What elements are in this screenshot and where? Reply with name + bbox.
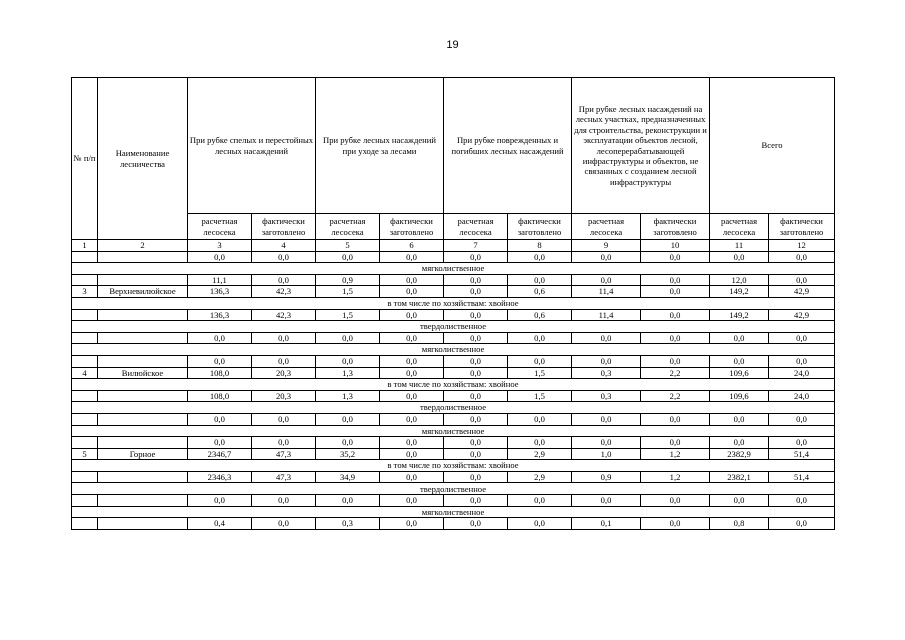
value-cell: 149,2 [710,309,769,321]
value-cell: 0,0 [641,286,710,298]
value-cell: 2,2 [641,390,710,402]
harvest-table [71,77,835,530]
forestry-name [98,390,188,402]
value-cell: 47,3 [252,471,316,483]
row-number [72,495,98,507]
row-number [72,518,98,530]
value-cell: 2346,3 [188,471,252,483]
value-cell: 0,0 [380,518,444,530]
value-cell: 1,2 [641,471,710,483]
value-cell: 0,0 [641,332,710,344]
value-cell: 0,0 [316,413,380,425]
value-cell: 0,0 [380,274,444,286]
value-cell: 0,0 [769,437,835,449]
value-cell: 0,3 [572,390,641,402]
value-cell: 0,3 [316,518,380,530]
value-cell: 0,0 [188,355,252,367]
category-row [72,321,835,333]
row-number: 4 [72,367,98,379]
category-label: мягколиственное [72,263,835,275]
forestry-name [98,309,188,321]
value-cell: 0,0 [444,471,508,483]
value-cell: 0,0 [572,251,641,263]
subheader-calc: расчетная лесосека [188,214,252,240]
value-cell: 0,3 [572,367,641,379]
subheader-calc: расчетная лесосека [572,214,641,240]
value-cell: 0,0 [710,251,769,263]
category-row [72,460,835,472]
value-cell: 0,0 [188,413,252,425]
value-cell: 0,0 [188,495,252,507]
value-cell: 0,0 [316,437,380,449]
table-row [72,448,835,460]
forestry-name: Верхневилюйское [98,286,188,298]
value-cell: 0,0 [710,437,769,449]
col-number: 11 [710,240,769,252]
subheader-calc: расчетная лесосека [316,214,380,240]
category-label: мягколиственное [72,506,835,518]
value-cell: 0,0 [444,274,508,286]
row-number: 5 [72,448,98,460]
value-cell: 2382,1 [710,471,769,483]
value-cell: 0,0 [641,518,710,530]
value-cell: 0,8 [710,518,769,530]
value-cell: 0,0 [188,332,252,344]
subheader-actual: фактически заготовлено [769,214,835,240]
header-group-damaged: При рубке поврежденных и погибших лесных насаждений [444,78,572,214]
subheader-actual: фактически заготовлено [380,214,444,240]
value-cell: 2,9 [508,471,572,483]
value-cell: 1,3 [316,390,380,402]
header-group-construction: При рубке лесных насаждений на лесных участках, предназначенных для строительства, реконструкции и эксплуатации объектов лесной, лесоперерабатывающей инфраструктуры и объектов, не связанных с созданием лесной инфраструктуры [572,78,710,214]
value-cell: 0,0 [572,413,641,425]
value-cell: 0,0 [380,437,444,449]
value-cell: 42,9 [769,286,835,298]
subheader-actual: фактически заготовлено [641,214,710,240]
table-row [72,518,835,530]
value-cell: 0,0 [380,495,444,507]
value-cell: 0,0 [769,413,835,425]
value-cell: 51,4 [769,471,835,483]
subheader-actual: фактически заготовлено [508,214,572,240]
value-cell: 0,0 [769,518,835,530]
value-cell: 0,0 [508,413,572,425]
category-row [72,402,835,414]
value-cell: 0,0 [316,495,380,507]
table-row [72,274,835,286]
value-cell: 51,4 [769,448,835,460]
value-cell: 108,0 [188,367,252,379]
value-cell: 0,0 [380,471,444,483]
forestry-name [98,437,188,449]
category-row [72,344,835,356]
value-cell: 0,0 [508,437,572,449]
table-row [72,251,835,263]
value-cell: 11,4 [572,309,641,321]
col-number: 5 [316,240,380,252]
value-cell: 0,0 [188,437,252,449]
value-cell: 0,0 [444,390,508,402]
value-cell: 0,0 [508,332,572,344]
value-cell: 0,0 [444,413,508,425]
col-number: 2 [98,240,188,252]
value-cell: 0,0 [508,355,572,367]
value-cell: 0,0 [252,274,316,286]
value-cell: 0,0 [641,437,710,449]
value-cell: 34,9 [316,471,380,483]
table-row [72,367,835,379]
category-label: в том числе по хозяйствам: хвойное [72,460,835,472]
value-cell: 0,0 [710,413,769,425]
table-row [72,332,835,344]
forestry-name [98,355,188,367]
col-number: 9 [572,240,641,252]
value-cell: 0,0 [710,355,769,367]
value-cell: 0,0 [252,413,316,425]
forestry-name [98,518,188,530]
row-number: 3 [72,286,98,298]
table-row [72,413,835,425]
forestry-name: Горное [98,448,188,460]
value-cell: 0,0 [769,495,835,507]
value-cell: 136,3 [188,309,252,321]
forestry-name [98,274,188,286]
value-cell: 0,0 [710,332,769,344]
row-number [72,251,98,263]
value-cell: 0,0 [444,518,508,530]
row-number [72,332,98,344]
value-cell: 0,0 [316,251,380,263]
col-number: 8 [508,240,572,252]
value-cell: 24,0 [769,390,835,402]
table-row [72,390,835,402]
value-cell: 2,2 [641,367,710,379]
value-cell: 0,0 [641,495,710,507]
value-cell: 1,5 [316,309,380,321]
category-label: твердолиственное [72,402,835,414]
forestry-name [98,495,188,507]
value-cell: 0,0 [508,518,572,530]
value-cell: 0,0 [380,413,444,425]
value-cell: 0,0 [444,355,508,367]
col-number: 7 [444,240,508,252]
row-number [72,413,98,425]
table-row [72,355,835,367]
category-row [72,379,835,391]
value-cell: 0,0 [252,495,316,507]
value-cell: 0,0 [380,251,444,263]
value-cell: 0,1 [572,518,641,530]
value-cell: 0,0 [572,437,641,449]
value-cell: 0,0 [710,495,769,507]
value-cell: 0,0 [316,355,380,367]
col-number: 4 [252,240,316,252]
value-cell: 136,3 [188,286,252,298]
value-cell: 35,2 [316,448,380,460]
category-row [72,297,835,309]
category-row [72,263,835,275]
column-number-row [72,240,835,252]
value-cell: 0,0 [572,495,641,507]
value-cell: 0,0 [444,309,508,321]
category-label: мягколиственное [72,344,835,356]
forestry-name [98,413,188,425]
value-cell: 0,0 [252,332,316,344]
value-cell: 0,0 [572,355,641,367]
table-row [72,437,835,449]
value-cell: 0,0 [380,355,444,367]
value-cell: 0,0 [444,286,508,298]
col-number: 6 [380,240,444,252]
table-row [72,309,835,321]
value-cell: 0,0 [444,448,508,460]
value-cell: 12,0 [710,274,769,286]
row-number [72,309,98,321]
value-cell: 42,3 [252,309,316,321]
table-row [72,495,835,507]
value-cell: 20,3 [252,367,316,379]
category-label: мягколиственное [72,425,835,437]
value-cell: 0,0 [641,274,710,286]
header-group-mature: При рубке спелых и перестойных лесных насаждений [188,78,316,214]
value-cell: 2,9 [508,448,572,460]
table-row [72,286,835,298]
value-cell: 0,0 [444,367,508,379]
value-cell: 1,5 [316,286,380,298]
header-num: № п/п [72,78,98,240]
value-cell: 0,0 [380,448,444,460]
value-cell: 1,5 [508,367,572,379]
header-name: Наименование лесничества [98,78,188,240]
value-cell: 0,0 [380,390,444,402]
value-cell: 0,0 [769,332,835,344]
col-number: 3 [188,240,252,252]
value-cell: 0,0 [380,309,444,321]
value-cell: 0,0 [641,355,710,367]
value-cell: 0,6 [508,309,572,321]
value-cell: 47,3 [252,448,316,460]
value-cell: 0,0 [444,251,508,263]
value-cell: 24,0 [769,367,835,379]
value-cell: 0,0 [508,251,572,263]
subheader-actual: фактически заготовлено [252,214,316,240]
category-label: в том числе по хозяйствам: хвойное [72,297,835,309]
value-cell: 109,6 [710,367,769,379]
value-cell: 108,0 [188,390,252,402]
value-cell: 0,0 [444,437,508,449]
value-cell: 0,0 [641,309,710,321]
table-row [72,471,835,483]
row-number [72,355,98,367]
value-cell: 0,0 [252,518,316,530]
category-label: твердолиственное [72,483,835,495]
category-row [72,483,835,495]
value-cell: 0,0 [252,355,316,367]
forestry-name [98,332,188,344]
value-cell: 0,0 [188,251,252,263]
category-label: твердолиственное [72,321,835,333]
value-cell: 0,0 [641,413,710,425]
value-cell: 0,0 [444,332,508,344]
value-cell: 42,9 [769,309,835,321]
value-cell: 0,0 [508,495,572,507]
value-cell: 0,0 [508,274,572,286]
category-row [72,425,835,437]
subheader-calc: расчетная лесосека [710,214,769,240]
forestry-name [98,471,188,483]
value-cell: 0,4 [188,518,252,530]
value-cell: 20,3 [252,390,316,402]
value-cell: 11,1 [188,274,252,286]
page-number: 19 [446,39,459,51]
value-cell: 1,0 [572,448,641,460]
col-number: 10 [641,240,710,252]
subheader-calc: расчетная лесосека [444,214,508,240]
value-cell: 0,0 [380,367,444,379]
value-cell: 1,3 [316,367,380,379]
category-row [72,506,835,518]
value-cell: 149,2 [710,286,769,298]
row-number [72,274,98,286]
value-cell: 0,0 [380,286,444,298]
value-cell: 109,6 [710,390,769,402]
value-cell: 42,3 [252,286,316,298]
value-cell: 0,0 [572,274,641,286]
row-number [72,390,98,402]
value-cell: 1,2 [641,448,710,460]
value-cell: 0,9 [572,471,641,483]
row-number [72,437,98,449]
value-cell: 0,0 [252,251,316,263]
value-cell: 0,0 [769,274,835,286]
value-cell: 1,5 [508,390,572,402]
forestry-name [98,251,188,263]
header-group-total: Всего [710,78,835,214]
category-label: в том числе по хозяйствам: хвойное [72,379,835,391]
col-number: 1 [72,240,98,252]
value-cell: 0,0 [769,355,835,367]
value-cell: 11,4 [572,286,641,298]
header-group-care: При рубке лесных насаждений при уходе за лесами [316,78,444,214]
value-cell: 0,0 [769,251,835,263]
value-cell: 0,0 [316,332,380,344]
row-number [72,471,98,483]
value-cell: 0,0 [444,495,508,507]
value-cell: 2382,9 [710,448,769,460]
value-cell: 0,6 [508,286,572,298]
value-cell: 2346,7 [188,448,252,460]
value-cell: 0,9 [316,274,380,286]
value-cell: 0,0 [572,332,641,344]
value-cell: 0,0 [641,251,710,263]
forestry-name: Вилюйское [98,367,188,379]
header-row [72,78,835,214]
value-cell: 0,0 [252,437,316,449]
value-cell: 0,0 [380,332,444,344]
col-number: 12 [769,240,835,252]
